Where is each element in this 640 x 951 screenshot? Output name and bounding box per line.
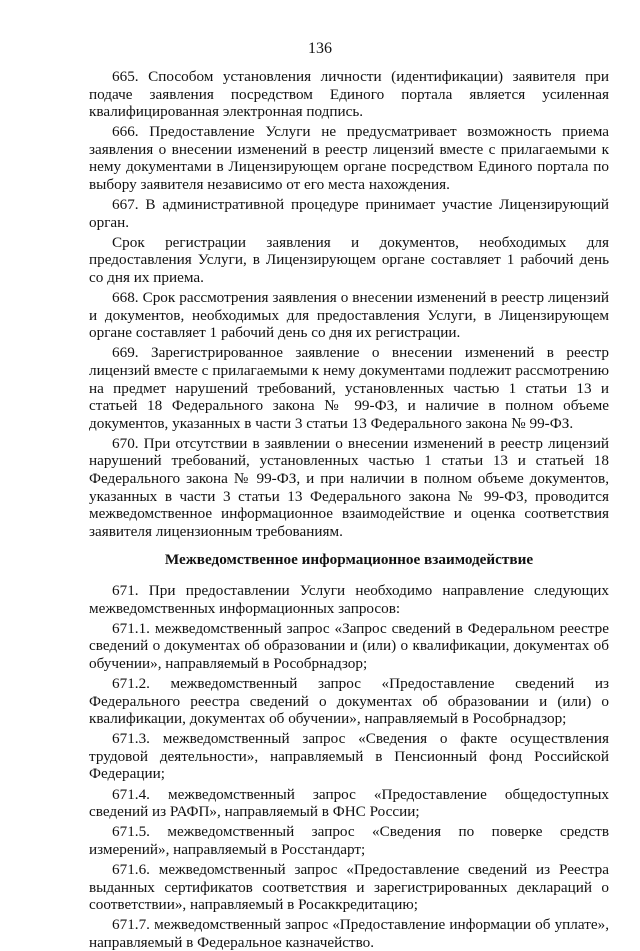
paragraph-671-5: 671.5. межведомственный запрос «Сведения по поверке средств измерений», направляемый в Росстандарт;: [89, 823, 609, 858]
paragraph-671-4: 671.4. межведомственный запрос «Предоставление общедоступных сведений из РАФП», направляемый в ФНС России;: [89, 785, 609, 821]
paragraph-667-registration-term: Срок регистрации заявления и документов, необходимых для предоставления Услуги, в Лицензирующем органе составляет 1 рабочий день со дня их приема.: [89, 233, 609, 287]
paragraph-671-3: 671.3. межведомственный запрос «Сведения о факте осуществления трудовой деятельности», направляемый в Пенсионный фонд Российской Федерации;: [89, 730, 609, 783]
paragraph-668: 668. Срок рассмотрения заявления о внесении изменений в реестр лицензий и документов, необходимых для предоставления Услуги, в Лицензирующем органе составляет 1 рабочий день со дня их регистрации.: [89, 289, 609, 342]
page-number: 136: [308, 40, 332, 57]
paragraph-667: 667. В административной процедуре принимает участие Лицензирующий орган.: [89, 196, 609, 231]
paragraph-671: 671. При предоставлении Услуги необходимо направление следующих межведомственных информационных запросов:: [89, 582, 609, 617]
paragraph-666: 666. Предоставление Услуги не предусматривает возможность приема заявления о внесении изменений в реестр лицензий вместе с прилагаемыми к нему документами в Лицензирующем органе посредством Единого портала по выбору заявителя независимо от его места нахождения.: [89, 123, 609, 194]
paragraph-670: 670. При отсутствии в заявлении о внесении изменений в реестр лицензий нарушений требований, установленных частью 1 статьи 13 и статьей 18 Федерального закона № 99-ФЗ, и при наличии в полном объеме документов, указанных в части 3 статьи 13 Федерального закона № 99-ФЗ, проводится межведомственное информационное взаимодействие и оценка соответствия заявителя лицензионным требованиям.: [89, 434, 609, 540]
paragraph-671-6: 671.6. межведомственный запрос «Предоставление сведений из Реестра выданных сертификатов соответствия и зарегистрированных деклараций о соответствии», направляемый в Росаккредитацию;: [89, 860, 609, 914]
section-title: Межведомственное информационное взаимодействие: [164, 551, 534, 569]
document-body: [89, 68, 609, 951]
paragraph-671-1: 671.1. межведомственный запрос «Запрос сведений в Федеральном реестре сведений о документах об образовании и (или) о квалификации, документах об обучении», направляемый в Рособрнадзор;: [89, 619, 609, 672]
paragraph-669: 669. Зарегистрированное заявление о внесении изменений в реестр лицензий вместе с прилагаемыми к нему документами подлежит рассмотрению на предмет нарушений требований, установленных частью 1 статьи 13 и статьей 18 Федерального закона № 99-ФЗ, и наличие в полном объеме документов, указанных в части 3 статьи 13 Федерального закона № 99-ФЗ.: [89, 344, 609, 432]
paragraph-671-7: 671.7. межведомственный запрос «Предоставление информации об уплате», направляемый в Федеральное казначейство.: [89, 916, 609, 951]
paragraph-665: 665. Способом установления личности (идентификации) заявителя при подаче заявления посредством Единого портала является усиленная квалифицированная электронная подпись.: [89, 68, 609, 121]
paragraph-671-2: 671.2. межведомственный запрос «Предоставление сведений из Федерального реестра сведений о документах об образовании и (или) о квалификации, документах об обучении», направляемый в Рособрнадзор;: [89, 675, 609, 728]
